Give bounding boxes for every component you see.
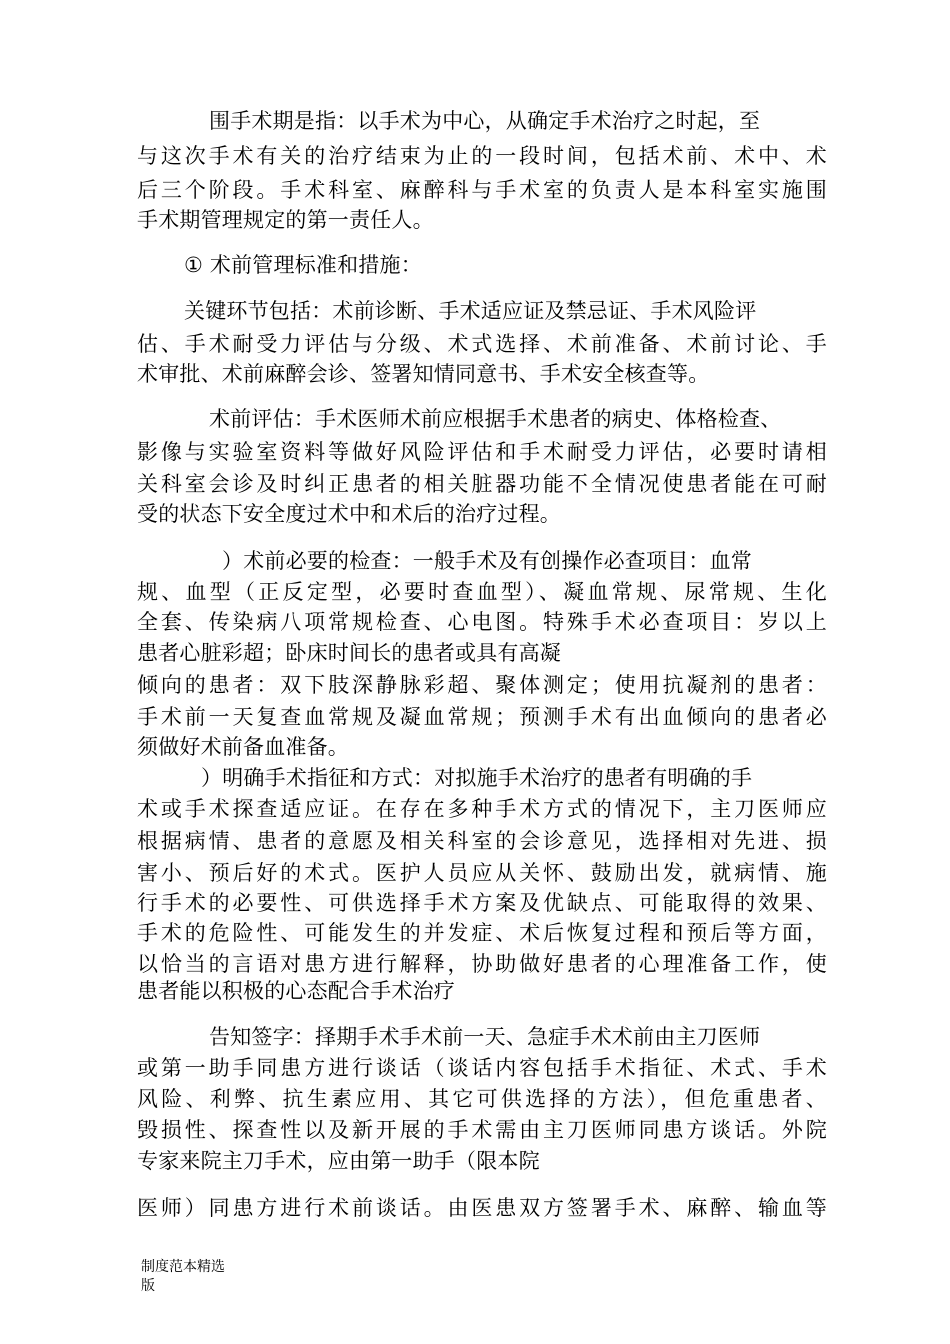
indications-line-3: 根据病情、患者的意愿及相关科室的会诊意见，选择相对先进、损 <box>137 829 827 853</box>
intro-line-4: 手术期管理规定的第一责任人。 <box>137 208 434 232</box>
indications-line-5: 行手术的必要性、可供选择手术方案及优缺点、可能取得的效果、 <box>137 891 827 915</box>
intro-line-2: 与这次手术有关的治疗结束为止的一段时间，包括术前、术中、术 <box>137 144 827 168</box>
consent-line-2: 或第一助手同患方进行谈话（谈话内容包括手术指征、术式、手术 <box>137 1056 827 1080</box>
consent-line-1: 告知签字：择期手术手术前一天、急症手术术前由主刀医师 <box>209 1025 761 1049</box>
required-exams-line-7: 须做好术前备血准备。 <box>137 735 349 759</box>
required-exams-line-2: 规、血型（正反定型，必要时查血型）、凝血常规、尿常规、生化 <box>137 580 827 604</box>
indications-line-6: 手术的危险性、可能发生的并发症、术后恢复过程和预后等方面， <box>137 921 827 945</box>
indications-line-8: 患者能以积极的心态配合手术治疗 <box>137 979 455 1003</box>
preop-assessment-line-3: 关科室会诊及时纠正患者的相关脏器功能不全情况使患者能在可耐 <box>137 472 827 496</box>
preop-assessment-line-2: 影像与实验室资料等做好风险评估和手术耐受力评估，必要时请相 <box>137 440 827 464</box>
consent-line-3: 风险、利弊、抗生素应用、其它可供选择的方法），但危重患者、 <box>137 1087 827 1111</box>
indications-line-7: 以恰当的言语对患方进行解释，协助做好患者的心理准备工作，使 <box>137 952 827 976</box>
key-links-line-1: 关键环节包括：术前诊断、手术适应证及禁忌证、手术风险评 <box>184 299 757 323</box>
preop-assessment-line-4: 受的状态下安全度过术中和术后的治疗过程。 <box>137 502 561 526</box>
required-exams-line-3: 全套、传染病八项常规检查、心电图。特殊手术必查项目：岁以上 <box>137 610 827 634</box>
required-exams-line-1: ）术前必要的检查：一般手术及有创操作必查项目：血常 <box>222 549 752 573</box>
consent-line-4: 毁损性、探查性以及新开展的手术需由主刀医师同患方谈话。外院 <box>137 1118 827 1142</box>
indications-line-4: 害小、预后好的术式。医护人员应从关怀、鼓励出发，就病情、施 <box>137 861 827 885</box>
preop-assessment-line-1: 术前评估：手术医师术前应根据手术患者的病史、体格检查、 <box>209 407 782 431</box>
required-exams-line-5: 倾向的患者：双下肢深静脉彩超、聚体测定；使用抗凝剂的患者： <box>137 673 827 697</box>
footer-line-1: 制度范本精选 <box>141 1259 225 1275</box>
indications-line-2: 术或手术探查适应证。在存在多种手术方式的情况下，主刀医师应 <box>137 797 827 821</box>
section-heading: ① 术前管理标准和措施： <box>184 253 422 277</box>
key-links-line-3: 术审批、术前麻醉会诊、签署知情同意书、手术安全核查等。 <box>137 362 710 386</box>
intro-line-3: 后三个阶段。手术科室、麻醉科与手术室的负责人是本科室实施围 <box>137 178 827 202</box>
required-exams-line-4: 患者心脏彩超；卧床时间长的患者或具有高凝 <box>137 641 561 665</box>
consent-line-5: 专家来院主刀手术，应由第一助手（限本院 <box>137 1149 540 1173</box>
consent-line-6: 医师）同患方进行术前谈话。由医患双方签署手术、麻醉、输血等 <box>137 1196 827 1220</box>
intro-line-1: 围手术期是指：以手术为中心，从确定手术治疗之时起，至 <box>209 109 761 133</box>
required-exams-line-6: 手术前一天复查血常规及凝血常规；预测手术有出血倾向的患者必 <box>137 705 827 729</box>
footer-line-2: 版 <box>141 1278 155 1294</box>
indications-line-1: ）明确手术指征和方式：对拟施手术治疗的患者有明确的手 <box>201 766 753 790</box>
key-links-line-2: 估、手术耐受力评估与分级、术式选择、术前准备、术前讨论、手 <box>137 332 827 356</box>
